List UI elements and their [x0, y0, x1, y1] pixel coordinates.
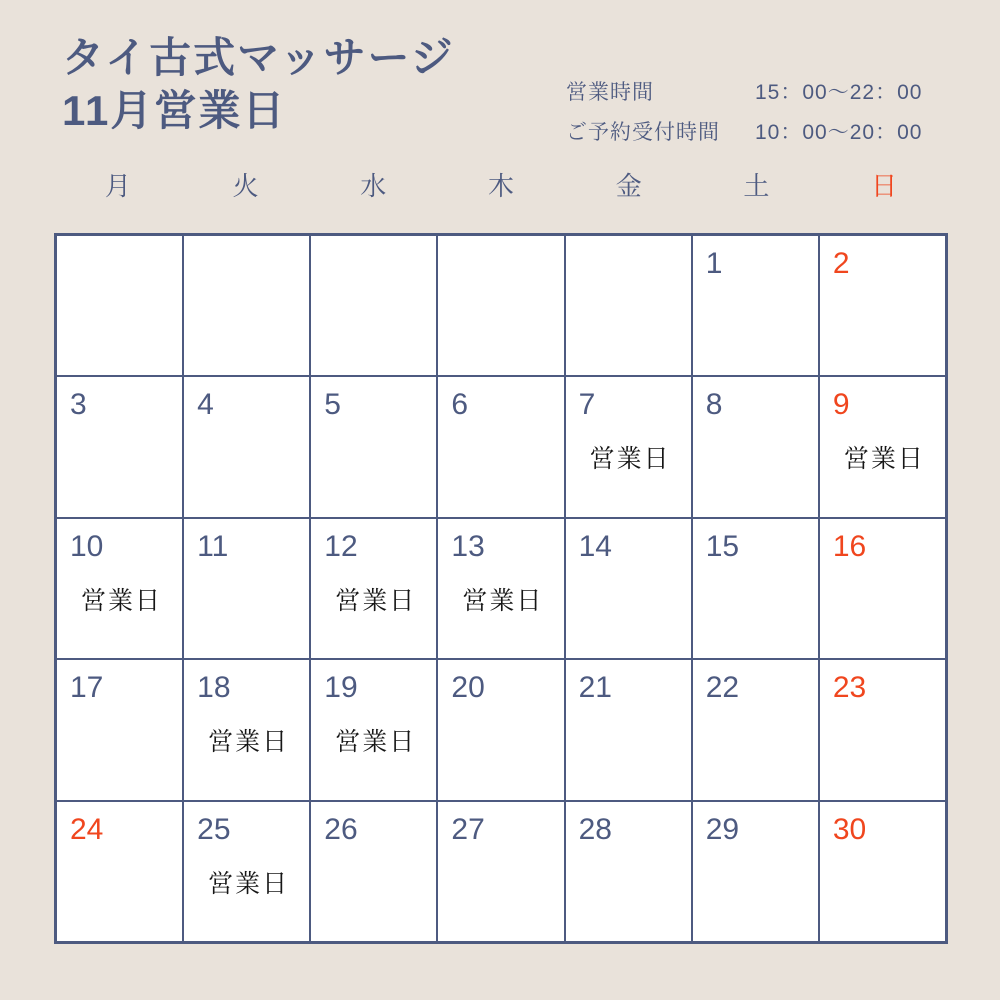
day-number: 29 — [705, 812, 740, 846]
day-number: 20 — [451, 671, 485, 705]
day-number: 11 — [197, 529, 229, 563]
day-number: 15 — [705, 529, 740, 563]
weekday-sat: 土 — [743, 171, 770, 201]
weekday-sun: 日 — [871, 171, 898, 201]
day-number: 3 — [70, 388, 87, 422]
day-cell — [57, 377, 182, 516]
day-number: 30 — [832, 812, 867, 846]
day-cell — [820, 660, 945, 799]
day-number: 14 — [578, 529, 612, 563]
day-number: 21 — [578, 671, 612, 705]
open-day-label: 営業日 — [462, 586, 544, 615]
day-number: 6 — [451, 388, 469, 422]
day-number: 23 — [832, 671, 867, 705]
day-cell — [311, 377, 436, 516]
day-number: 7 — [578, 388, 596, 422]
page-title-line2: 11月営業日 — [62, 86, 287, 134]
open-day-label: 営業日 — [335, 728, 417, 757]
day-cell — [566, 236, 691, 375]
day-cell — [311, 660, 436, 799]
day-cell — [693, 802, 818, 941]
day-number: 26 — [324, 812, 358, 846]
day-number: 5 — [324, 388, 341, 422]
day-number: 9 — [832, 388, 850, 422]
calendar-grid — [54, 233, 948, 944]
open-day-label: 営業日 — [208, 728, 290, 757]
day-cell — [693, 660, 818, 799]
day-number: 28 — [578, 812, 612, 846]
day-cell — [438, 377, 563, 516]
day-number: 25 — [197, 812, 231, 846]
day-number: 27 — [451, 812, 485, 846]
day-cell — [438, 236, 563, 375]
day-cell — [693, 236, 818, 375]
weekday-fri: 金 — [615, 171, 642, 201]
day-number: 17 — [70, 671, 104, 705]
day-cell — [693, 519, 818, 658]
day-cell — [57, 519, 182, 658]
reservation-hours-label: ご予約受付時間 — [566, 121, 720, 144]
day-cell — [57, 660, 182, 799]
day-number: 24 — [70, 812, 104, 846]
day-cell — [438, 802, 563, 941]
weekday-thu: 木 — [487, 171, 514, 201]
day-number: 4 — [197, 388, 214, 422]
weekday-wed: 水 — [360, 171, 387, 201]
day-cell — [184, 377, 309, 516]
weekday-tue: 火 — [232, 171, 259, 201]
open-day-label: 営業日 — [81, 586, 163, 615]
open-day-label: 営業日 — [589, 445, 671, 474]
day-cell — [438, 519, 563, 658]
day-cell — [311, 519, 436, 658]
open-day-label: 営業日 — [208, 869, 290, 898]
day-cell — [693, 377, 818, 516]
day-cell — [566, 519, 691, 658]
reservation-hours-value: 10：00〜20：00 — [755, 121, 923, 144]
day-number: 18 — [197, 671, 231, 705]
day-number: 2 — [832, 247, 850, 280]
day-number: 10 — [70, 529, 104, 563]
day-cell — [184, 802, 309, 941]
weekday-mon: 月 — [104, 171, 131, 201]
business-hours — [566, 76, 922, 146]
day-cell — [820, 802, 945, 941]
day-number: 16 — [832, 529, 867, 563]
day-cell — [57, 236, 182, 375]
day-number: 19 — [324, 671, 358, 705]
day-cell — [184, 236, 309, 375]
weekday-header — [54, 166, 948, 203]
day-cell — [184, 660, 309, 799]
day-cell — [184, 519, 309, 658]
day-cell — [820, 236, 945, 375]
day-cell — [57, 802, 182, 941]
page-title — [62, 32, 455, 137]
day-cell — [311, 236, 436, 375]
day-cell — [438, 660, 563, 799]
open-day-label: 営業日 — [843, 445, 925, 474]
day-cell — [820, 377, 945, 516]
day-number: 22 — [705, 671, 740, 705]
day-cell — [566, 660, 691, 799]
day-cell — [566, 802, 691, 941]
business-hours-value: 15：00〜22：00 — [755, 81, 923, 104]
day-cell — [820, 519, 945, 658]
day-cell — [566, 377, 691, 516]
day-number: 12 — [324, 529, 358, 563]
day-number: 1 — [705, 247, 723, 280]
day-number: 8 — [705, 388, 723, 422]
business-hours-label: 営業時間 — [566, 81, 654, 104]
page-title-line1: タイ古式マッサージ — [62, 34, 455, 81]
day-number: 13 — [451, 529, 485, 563]
day-cell — [311, 802, 436, 941]
open-day-label: 営業日 — [335, 586, 417, 615]
